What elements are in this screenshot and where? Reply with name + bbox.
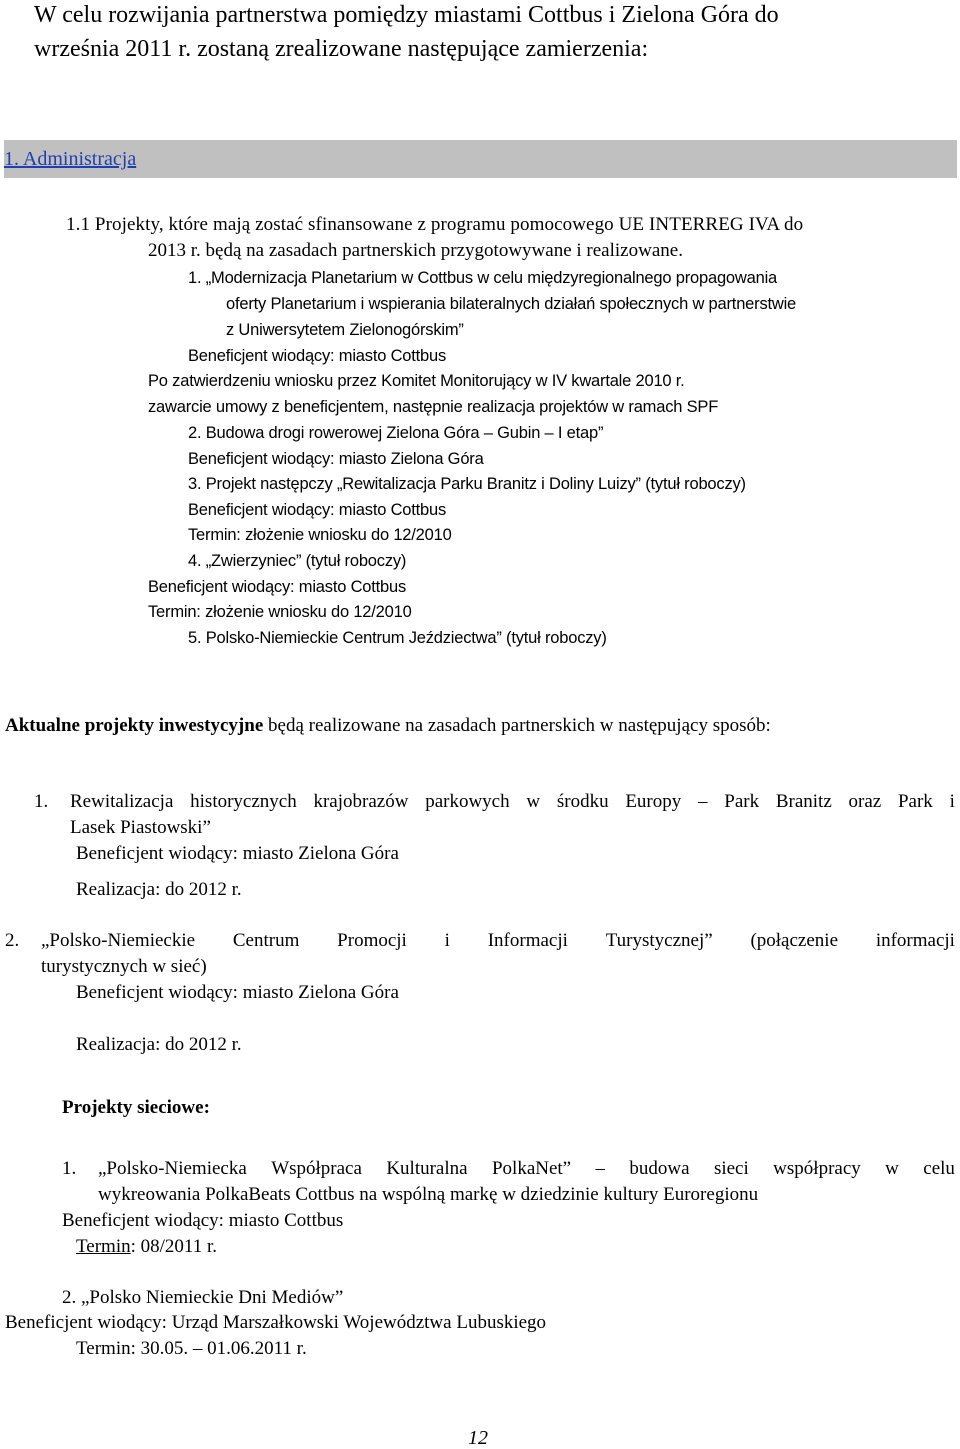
project-1-note-2: zawarcie umowy z beneficjentem, następnie realizacja projektów w ramach SPF	[148, 398, 719, 416]
investment-1-beneficiary: Beneficjent wiodący: miasto Zielona Góra	[76, 843, 399, 864]
inv2-word: „Polsko-Niemieckie	[41, 930, 196, 951]
network-2-term: Termin: 30.05. – 01.06.2011 r.	[76, 1338, 307, 1359]
subsection-1-1-line-1: 1.1 Projekty, które mają zostać sfinansowane z programu pomocowego UE INTERREG IVA do	[66, 214, 804, 235]
network-1-term-value: : 08/2011 r.	[130, 1236, 217, 1257]
investment-2-title-line-2: turystycznych w sieć)	[41, 956, 207, 977]
investment-1-realization: Realizacja: do 2012 r.	[76, 879, 242, 900]
investment-1-title-line-2: Lasek Piastowski”	[70, 817, 211, 838]
inv1-word: i	[949, 791, 955, 812]
inv1-word: środku	[556, 791, 609, 812]
project-3-beneficiary: Beneficjent wiodący: miasto Cottbus	[188, 501, 447, 519]
network-1-term	[76, 1235, 217, 1259]
project-1-beneficiary: Beneficjent wiodący: miasto Cottbus	[188, 347, 447, 365]
network-1-number: 1.	[62, 1158, 77, 1179]
investment-2-number: 2.	[5, 930, 20, 951]
inv2-word: Promocji	[337, 930, 407, 951]
inv1-word: w	[526, 791, 541, 812]
inv1-word: Europy	[625, 791, 682, 812]
inv2-word: Centrum	[232, 930, 300, 951]
net1-word: w	[885, 1158, 899, 1179]
net1-word: Kulturalna	[386, 1158, 468, 1179]
net1-word: celu	[923, 1158, 955, 1179]
project-1-title-line-2: oferty Planetarium i wspierania bilateralnych działań społecznych w partnerstwie	[226, 295, 797, 313]
network-1-title-line-1	[98, 1157, 955, 1181]
section-heading-band	[4, 140, 957, 178]
inv1-word: –	[698, 791, 708, 812]
network-1-title-line-2: wykreowania PolkaBeats Cottbus na wspólną markę w dziedzinie kultury Euroregionu	[98, 1184, 759, 1205]
net1-word: sieci	[713, 1158, 749, 1179]
investment-heading	[5, 714, 771, 738]
inv2-word: (połączenie	[750, 930, 839, 951]
project-2-beneficiary: Beneficjent wiodący: miasto Zielona Góra	[188, 450, 484, 468]
section-heading-administracja[interactable]: 1. Administracja	[4, 148, 137, 170]
project-3-title: 3. Projekt następczy „Rewitalizacja Parku Branitz i Doliny Luizy” (tytuł roboczy)	[188, 475, 746, 493]
net1-word: budowa	[629, 1158, 690, 1179]
net1-word: –	[595, 1158, 606, 1179]
intro-line-2: września 2011 r. zostaną zrealizowane następujące zamierzenia:	[34, 36, 649, 62]
investment-2-realization: Realizacja: do 2012 r.	[76, 1034, 242, 1055]
inv1-word: historycznych	[190, 791, 297, 812]
network-2-title: 2. „Polsko Niemieckie Dni Mediów”	[62, 1287, 344, 1308]
investment-2-beneficiary: Beneficjent wiodący: miasto Zielona Góra	[76, 982, 399, 1003]
network-2-beneficiary: Beneficjent wiodący: Urząd Marszałkowski Województwa Lubuskiego	[5, 1312, 547, 1333]
inv1-word: Branitz	[775, 791, 832, 812]
project-4-term: Termin: złożenie wniosku do 12/2010	[148, 603, 412, 621]
project-1-title-line-3: z Uniwersytetem Zielonogórskim”	[226, 321, 464, 339]
investment-heading-rest: będą realizowane na zasadach partnerskich w następujący sposób:	[263, 715, 771, 736]
project-4-beneficiary: Beneficjent wiodący: miasto Cottbus	[148, 578, 407, 596]
network-1-beneficiary: Beneficjent wiodący: miasto Cottbus	[62, 1210, 344, 1231]
inv2-word: Turystycznej”	[605, 930, 713, 951]
page-number: 12	[468, 1427, 488, 1449]
investment-2-title-line-1	[41, 929, 955, 953]
inv1-word: Park	[724, 791, 760, 812]
project-3-term: Termin: złożenie wniosku do 12/2010	[188, 526, 452, 544]
project-2-title: 2. Budowa drogi rowerowej Zielona Góra – Gubin – I etap”	[188, 424, 604, 442]
investment-1-title-line-1	[70, 790, 955, 814]
investment-heading-bold: Aktualne projekty inwestycyjne	[5, 715, 264, 736]
inv1-word: oraz	[848, 791, 882, 812]
subsection-1-1-line-2: 2013 r. będą na zasadach partnerskich przygotowywane i realizowane.	[148, 240, 683, 261]
inv1-word: parkowych	[425, 791, 510, 812]
project-5-title: 5. Polsko-Niemieckie Centrum Jeździectwa” (tytuł roboczy)	[188, 629, 607, 647]
project-1-note-1: Po zatwierdzeniu wniosku przez Komitet Monitorujący w IV kwartale 2010 r.	[148, 372, 685, 390]
inv2-word: i	[444, 930, 450, 951]
inv2-word: informacji	[875, 930, 955, 951]
project-1-title-line-1: 1. „Modernizacja Planetarium w Cottbus w celu międzyregionalnego propagowania	[188, 269, 778, 287]
inv1-word: Rewitalizacja	[70, 791, 174, 812]
network-projects-heading: Projekty sieciowe:	[62, 1097, 210, 1118]
inv1-word: Park	[897, 791, 933, 812]
investment-1-number: 1.	[34, 791, 49, 812]
project-4-title: 4. „Zwierzyniec” (tytuł roboczy)	[188, 552, 407, 570]
net1-word: „Polsko-Niemiecka	[98, 1158, 247, 1179]
net1-word: Współpraca	[271, 1158, 362, 1179]
net1-word: współpracy	[773, 1158, 861, 1179]
network-1-term-label: Termin	[76, 1236, 131, 1257]
inv1-word: krajobrazów	[313, 791, 409, 812]
inv2-word: Informacji	[487, 930, 568, 951]
intro-line-1: W celu rozwijania partnerstwa pomiędzy miastami Cottbus i Zielona Góra do	[34, 2, 779, 28]
net1-word: PolkaNet”	[491, 1158, 572, 1179]
